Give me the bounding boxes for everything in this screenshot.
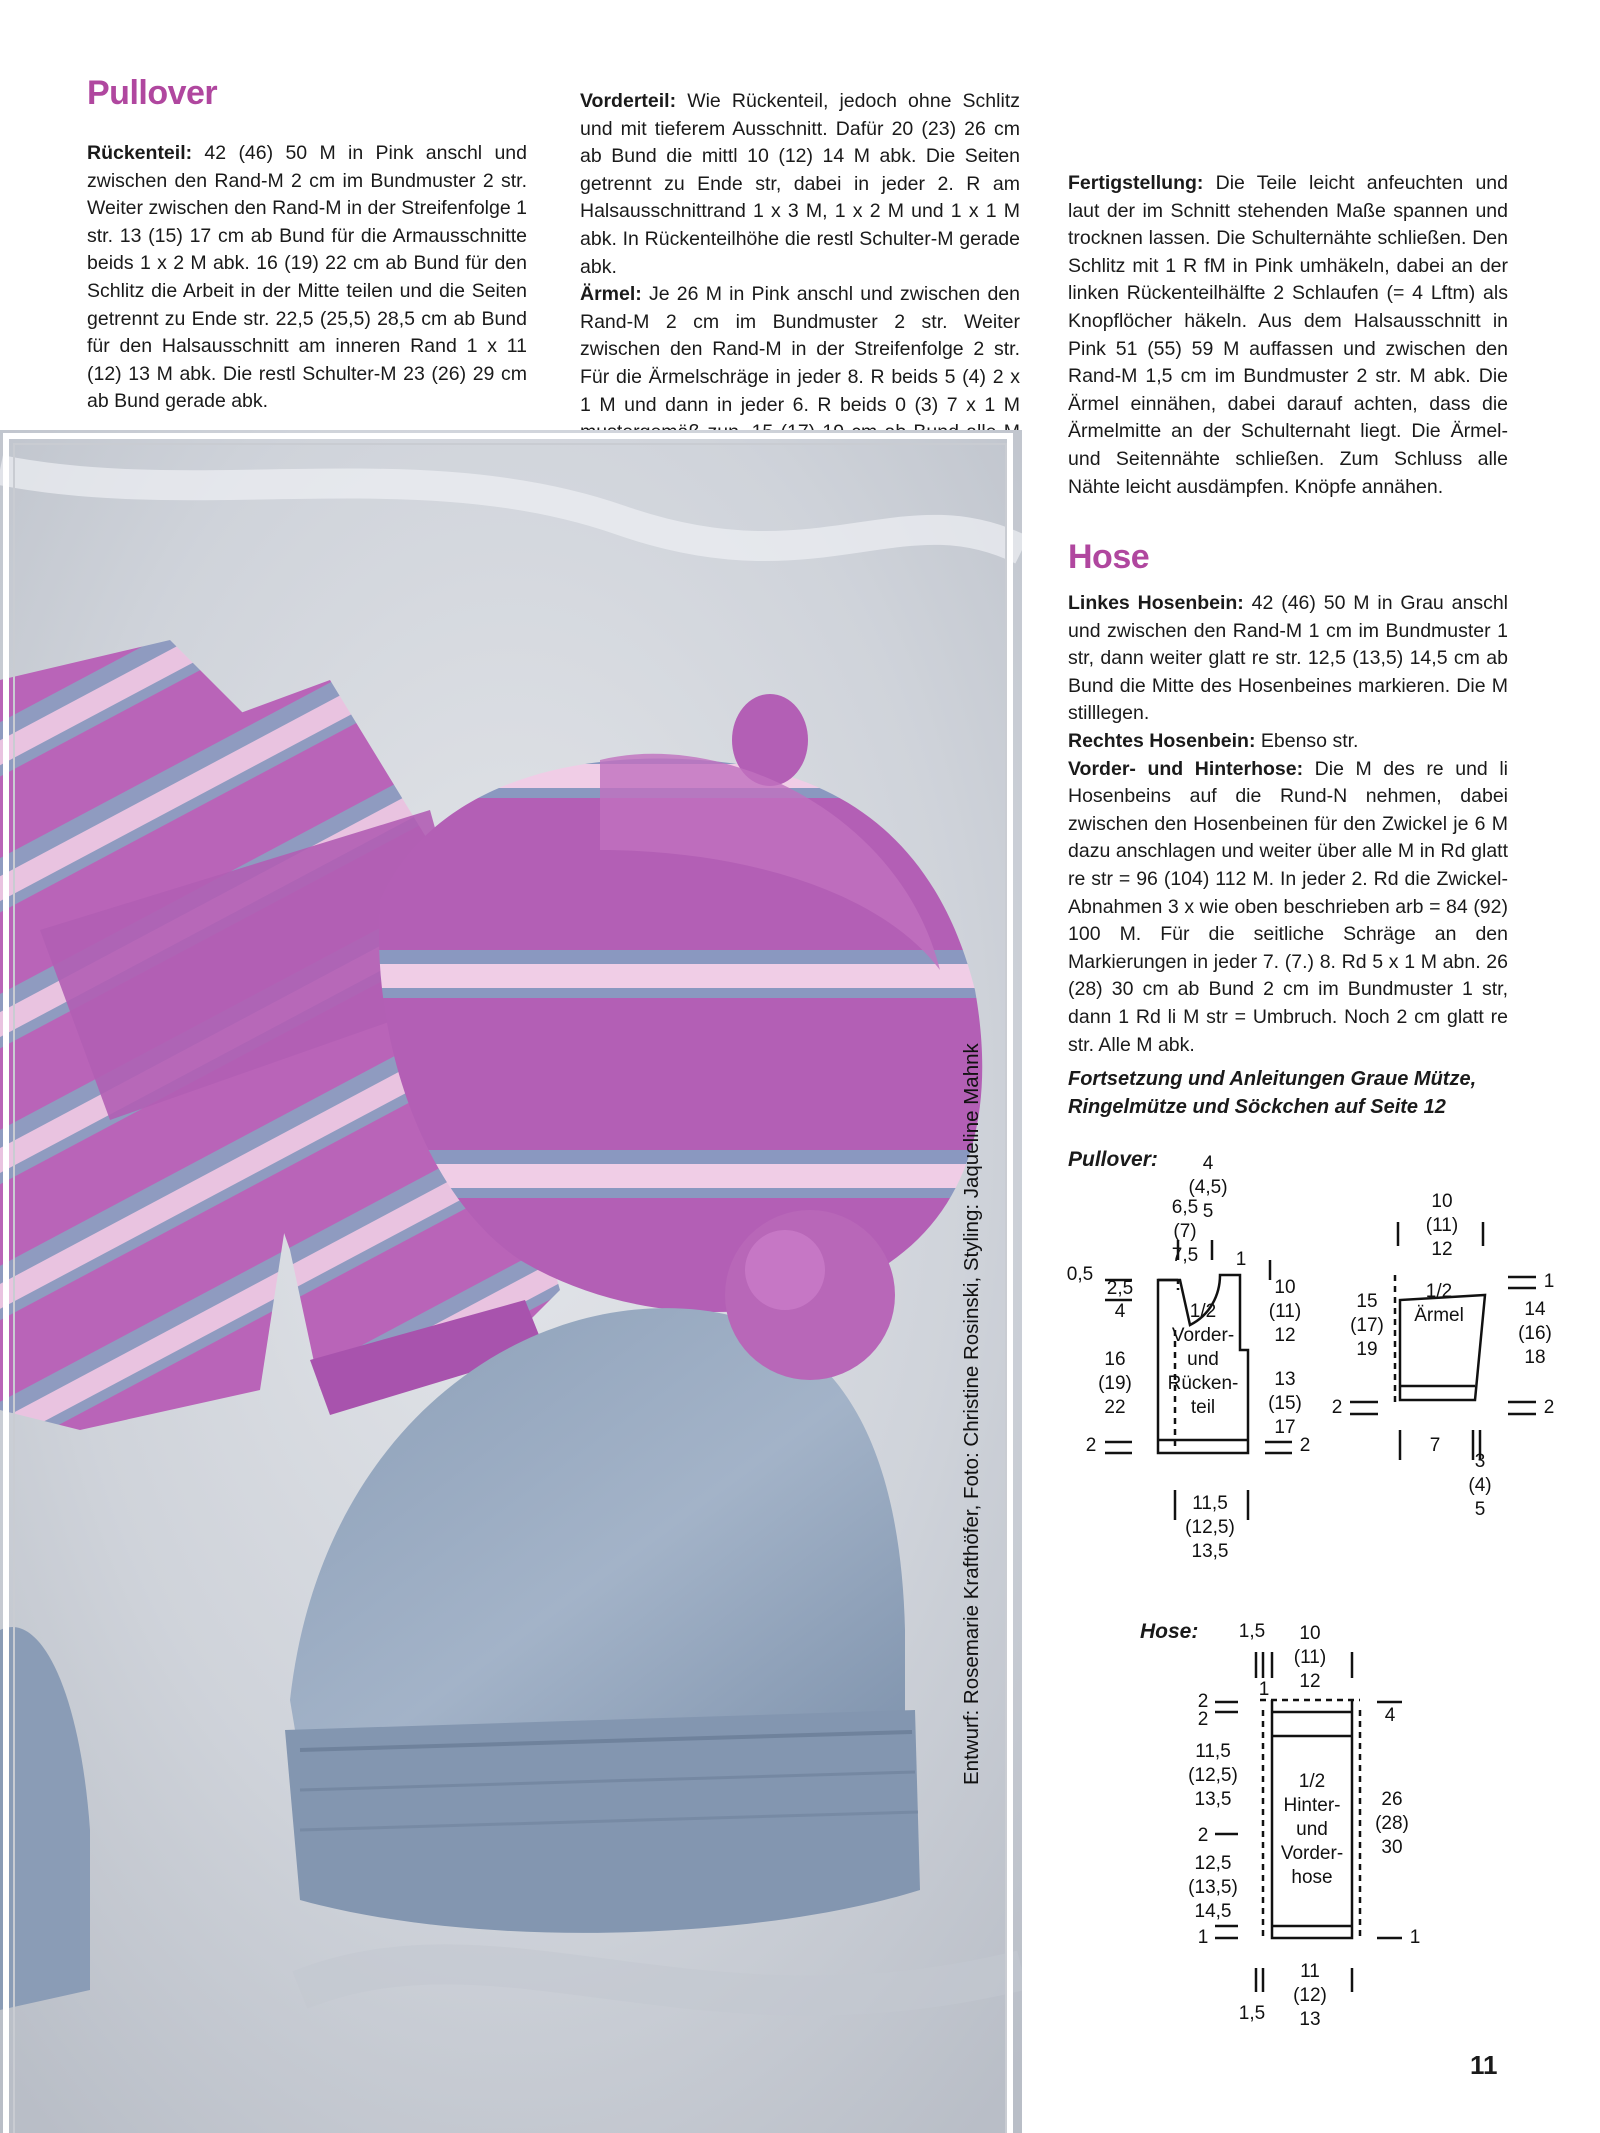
h-2a: 2 [1197,1691,1209,1712]
paragraph-vorderteil [580,88,1020,281]
s-left: 15 (17) 19 [1350,1291,1384,1360]
s-2-right: 2 [1543,1397,1555,1418]
text-aermel: Je 26 M in Pink anschl und zwischen den Rand-M 2 cm im Bundmuster 2 str. Weiter zwischen den Rand-M in der Streifenfolge 2 str. Für die Ärmelschräge in jeder 8. R beids 5 (4) 2 x 1 M und dann in jeder 6. R beids 0 (3) 7 x 1 M [580,283,1020,416]
label-vorder-hinterhose: Vorder- und Hinterhose: [1068,757,1304,780]
s-right: 14 (16) 18 [1518,1299,1552,1368]
m-4: 4 [1114,1301,1126,1322]
label-rueckenteil: Rückenteil: [87,142,193,164]
s-2-left: 2 [1331,1397,1343,1418]
page-number: 11 [1470,2050,1498,2080]
m-2-right: 2 [1299,1435,1311,1456]
h-15-bottom: 1,5 [1238,2003,1266,2024]
m-shoulder: 6,5 (7) 7,5 [1171,1197,1199,1266]
pullover-title: Pullover [87,74,218,112]
h-bottom: 11 (12) 13 [1293,1961,1327,2030]
hose-diagram-labels [1180,1620,1440,2040]
photo-credit-text: Entwurf: Rosemarie Krafthöfer, Foto: Christine Rosinski, Styling: Jaqueline Mahnk [960,1043,983,1785]
label-linkes-hosenbein: Linkes Hosenbein: [1068,592,1244,614]
h-2b: 2 [1197,1709,1209,1730]
label-rechtes-hosenbein: Rechtes Hosenbein: [1068,729,1256,752]
h-right: 26 (28) 30 [1375,1789,1409,1858]
s-bottom: 3 (4) 5 [1468,1451,1492,1520]
h-1-left: 1 [1197,1927,1209,1948]
h-2c: 2 [1197,1825,1209,1846]
m-right-lower: 13 (15) 17 [1268,1369,1302,1438]
m-one-top: 1 [1235,1249,1247,1270]
h-one-top: 1 [1258,1679,1270,1700]
text-rueckenteil: 42 (46) 50 M in Pink anschl und zwischen den Rand-M 2 cm im Bundmuster 2 str. Weiter zwischen den Rand-M in der Streifenfolge 1 str. 13 (15) 17 cm ab Bund für die Armausschnitte beids 1 x 2 M abk. 16 (19) 22 cm ab Bund für den Schlitz die Arbeit in der Mitte teilen und die Seiten getrennt zu Ende str. 22,5 (25,5) 28,5 cm ab Bund für den Halsausschnitt am inneren Rand 1 x 11 (12) 13 M abk. Die restl Schulter-M 23 (26) 29 cm ab Bund gerade abk. [87,142,527,413]
text-vorder-hinterhose: Die M des re und li Hosenbeins auf die Rund-N nehmen, dabei zwischen den Hosenbeinen für den Zwickel je 6 M dazu anschlagen und weiter über alle M in Rd glatt re str = 96 (104) 112 M. In jeder 2. Rd die Zwickel-Abnahmen 3 x wie oben beschrieben arb = 84 (92) 100 M. Für die seitliche Schräge an den Markierungen in jeder 7. (7.) 8. Rd 5 x 1 M abn. 26 (28) 30 cm ab Bund 2 cm im Bundmuster 1 str, dann 1 Rd li M str = Umbruch. Noch 2 cm glatt re str. Alle M abk. [1068,757,1508,1056]
m-bottom: 11,5 (12,5) 13,5 [1185,1493,1235,1562]
hose-title: Hose [1068,538,1150,576]
text-column-1 [87,140,527,416]
s-7: 7 [1429,1435,1441,1456]
m-top: 4 (4,5) 5 [1188,1153,1228,1222]
paragraph-fertigstellung [1068,170,1508,501]
h-4: 4 [1384,1705,1396,1726]
s-1-right: 1 [1543,1271,1555,1292]
h-top: 10 (11) 12 [1293,1623,1327,1692]
m-25: 2,5 [1106,1278,1134,1299]
body-piece-label: 1/2 Vorder- und Rücken- teil [1167,1301,1239,1418]
m-left-length: 16 (19) 22 [1098,1349,1132,1418]
paragraph-linkes-hosenbein [1068,590,1508,728]
h-left-lower: 12,5 (13,5) 14,5 [1188,1853,1238,1922]
m-2-left: 2 [1085,1435,1097,1456]
paragraph-vorder-hinterhose [1068,756,1508,1060]
text-column-2 [580,88,1020,474]
pullover-diagram-title: Pullover: [1068,1148,1158,1171]
h-1-right: 1 [1409,1927,1421,1948]
m-05: 0,5 [1066,1264,1094,1285]
label-aermel: Ärmel: [580,283,642,306]
hose-diagram-title: Hose: [1140,1620,1199,1643]
text-linkes-hosenbein: 42 (46) 50 M in Grau anschl und zwischen den Rand-M 1 cm im Bundmuster 1 str, dann weiter glatt re str. 12,5 (13,5) 14,5 cm ab Bund die Mitte des Hosenbeines markieren. Die M stilllegen. [1068,592,1508,725]
h-left-upper: 11,5 (12,5) 13,5 [1188,1741,1238,1810]
text-rechtes-hosenbein: Ebenso str. [1255,729,1359,752]
text-vorderteil: Wie Rückenteil, jedoch ohne Schlitz und mit tieferem Ausschnitt. Dafür 20 (23) 26 cm ab Bund die mittl 10 (12) 14 M abk. Die Seiten getrennt zu Ende str, dabei in jeder 2. R am Halsausschnittrand 1 x 3 M, 1 x 2 M und 1 x 1 M abk. In Rückenteilhöhe die restl Schulter-M gerade abk. [580,90,1020,278]
sleeve-piece-label: 1/2 Ärmel [1414,1281,1464,1326]
m-right-upper: 10 (11) 12 [1268,1277,1302,1346]
paragraph-rueckenteil [87,140,527,416]
h-15-top: 1,5 [1238,1621,1266,1642]
hose-piece-label: 1/2 Hinter- und Vorder- hose [1280,1771,1344,1888]
continuation-note: Fortsetzung und Anleitungen Graue Mütze, Ringelmütze und Söckchen auf Seite 12 [1068,1068,1477,1118]
s-top: 10 (11) 12 [1425,1191,1459,1260]
text-column-hose [1068,590,1508,1059]
label-vorderteil: Vorderteil: [580,90,677,112]
knitwear-photo [0,430,1022,2133]
text-fertigstellung: Die Teile leicht anfeuchten und laut der im Schnitt stehenden Maße spannen und trocknen lassen. Die Schulternähte schließen. Den Schlitz mit 1 R fM in Pink umhäkeln, dabei an der linken Rückenteilhälfte 2 Schlaufen (= 4 Lftm) als Knopflöcher häkeln. Aus dem Halsausschnitt in Pink 51 (55) 59 M auffassen und zwischen den Rand-M 1,5 cm im Bundmuster 2 str. M abk. Die Ärmel einnähen, dabei darauf achten, dass die Ärmelmitte an der Schulternaht liegt. Die Ärmel- und Seitennähte schließen. Zum Schluss alle Nähte leicht ausdämpfen. Knöpfe annähen. [1068,172,1508,498]
pullover-diagram-labels [1060,1150,1580,1562]
label-fertigstellung: Fertigstellung: [1068,172,1204,194]
paragraph-rechtes-hosenbein [1068,728,1508,756]
text-column-3 [1068,170,1508,501]
